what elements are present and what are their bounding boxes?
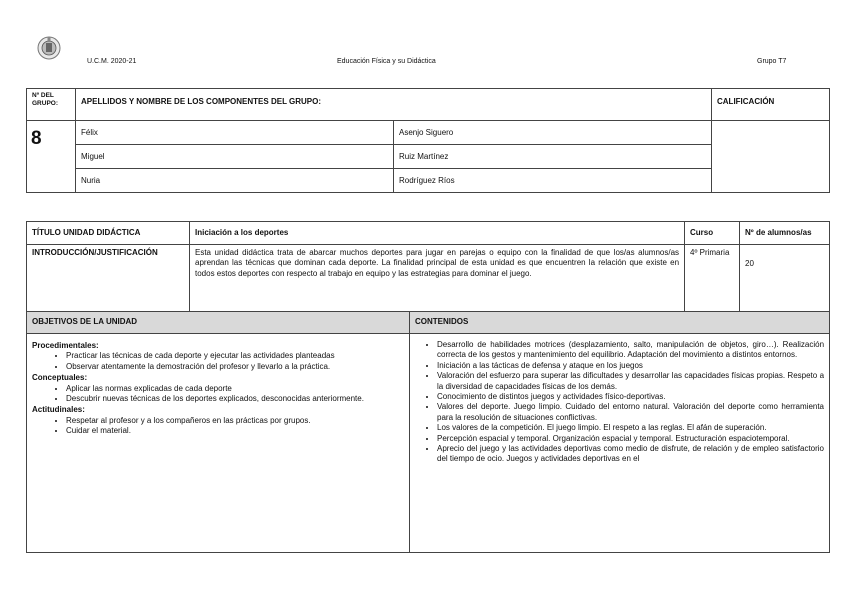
list-item: • Descubrir nuevas técnicas de los deportes explicados, desconocidas anteriormente. [66, 394, 404, 404]
course-label: Curso [685, 222, 740, 245]
list-item: • Practicar las técnicas de cada deporte y ejecutar las actividades planteadas [66, 351, 404, 361]
attitudinal-label: Actitudinales: [32, 405, 85, 415]
grade-cell [712, 121, 830, 193]
list-item: • Conocimiento de distintos juegos y actividades físico-deportivas. [437, 392, 824, 402]
list-item: • Valores del deporte. Juego limpio. Cuidado del entorno natural. Valoración del deporte como herramienta para la resolución de situaciones conflictivas. [437, 402, 824, 423]
intro-text: Esta unidad didáctica trata de abarcar muchos deportes para jugar en parejas o equipo con la finalidad de que los/as alumnos/as aprendan las técnicas que dominan cada deporte. La finalidad principal de esta unidad es que encuentren la relación que existe en todos estos deportes con respecto al trabajo en equipo y las estrategias para dominar el juego. [190, 245, 685, 312]
list-item: • Iniciación a las tácticas de defensa y ataque en los juegos [437, 361, 824, 371]
objectives-header: OBJETIVOS DE LA UNIDAD [27, 312, 410, 334]
list-item: • Aprecio del juego y las actividades deportivas como medio de disfrute, de relación y de empleo satisfactorio del tiempo de ocio. Juegos y actividades deportivas en el [437, 444, 824, 465]
member-last-name: Asenjo Siguero [394, 121, 712, 145]
list-item: • Percepción espacial y temporal. Organización espacial y temporal. Estructuración espaciotemporal. [437, 434, 824, 444]
list-item: • Los valores de la competición. El juego limpio. El respeto a las reglas. El afán de superación. [437, 423, 824, 433]
header-course: Educación Física y su Didáctica [337, 58, 436, 65]
contents-viewport [415, 340, 824, 545]
contents-header: CONTENIDOS [410, 312, 830, 334]
students-value: 20 [740, 245, 830, 312]
ucm-crest-logo [36, 34, 62, 62]
group-number-header: Nº DEL GRUPO: [27, 89, 76, 121]
members-header: APELLIDOS Y NOMBRE DE LOS COMPONENTES DEL GRUPO: [76, 89, 712, 121]
list-item: • Desarrollo de habilidades motrices (desplazamiento, salto, manipulación de objetos, giro…). Realización correcta de los gestos y mantenimiento del equilibrio. Adaptación del movimiento a distintos entornos. [437, 340, 824, 361]
member-last-name: Rodríguez Ríos [394, 169, 712, 193]
list-item: • Cuidar el material. [66, 426, 404, 436]
list-item: • Valoración del esfuerzo para superar las dificultades y desarrollar las capacidades físicas propias. Respeto a la diversidad de capacidades físicas de los demás. [437, 371, 824, 392]
conceptual-list [32, 384, 404, 405]
header-group: Grupo T7 [757, 58, 787, 65]
list-item: • Observar atentamente la demostración del profesor y llevarlo a la práctica. [66, 362, 404, 372]
contents-list [415, 340, 824, 465]
students-label: Nº de alumnos/as [740, 222, 830, 245]
list-item: • Aplicar las normas explicadas de cada deporte [66, 384, 404, 394]
unit-table [26, 221, 830, 553]
objectives-cell [27, 334, 410, 553]
procedural-list [32, 351, 404, 372]
member-first-name: Nuria [76, 169, 394, 193]
member-last-name: Ruiz Martínez [394, 145, 712, 169]
list-item: • Respetar al profesor y a los compañeros en las prácticas por grupos. [66, 416, 404, 426]
unit-title-value: Iniciación a los deportes [190, 222, 685, 245]
procedural-label: Procedimentales: [32, 341, 99, 350]
group-table [26, 88, 830, 193]
header-institution: U.C.M. 2020-21 [87, 58, 137, 65]
attitudinal-list [32, 416, 404, 437]
intro-label: INTRODUCCIÓN/JUSTIFICACIÓN [27, 245, 190, 312]
unit-title-label: TÍTULO UNIDAD DIDÁCTICA [27, 222, 190, 245]
grade-header: CALIFICACIÓN [712, 89, 830, 121]
contents-cell [410, 334, 830, 553]
conceptual-label: Conceptuales: [32, 373, 88, 383]
group-number: 8 [27, 121, 76, 193]
course-value: 4º Primaria [685, 245, 740, 312]
member-first-name: Miguel [76, 145, 394, 169]
member-first-name: Félix [76, 121, 394, 145]
